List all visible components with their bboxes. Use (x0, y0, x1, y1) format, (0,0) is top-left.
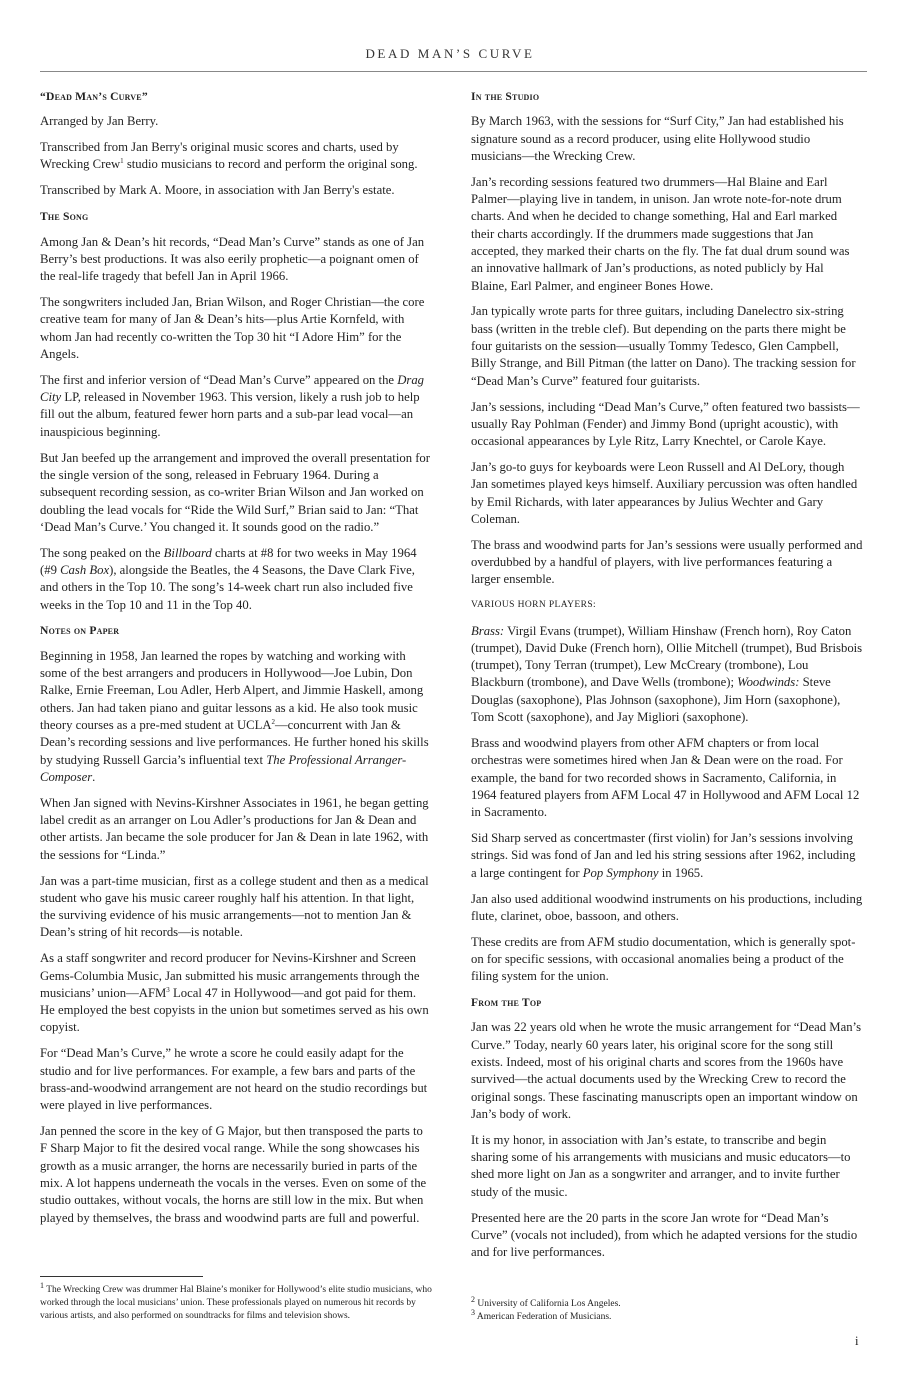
notes-p1-end: . (92, 769, 96, 784)
section-heading-in-the-studio: In the Studio (471, 90, 540, 103)
p3-text: The first and inferior version of “Dead Man’s Curve” appeared on the (40, 372, 398, 387)
p3-text-end: LP, released in November 1963. This version, likely a rush job to help fill out the album, featured fewer horn parts and a sub-par lead vocal—an inauspicious beginning. (40, 390, 420, 439)
notes-p1-text: Beginning in 1958, Jan learned the ropes by watching and working with some of the best arrangers and producers in Hollywood—Joe Lubin, Don Ralke, Ernie Freeman, Lou Adler, Herb Alpert, and Jimmie Haskell, among others. Jan had taken piano and guitar lessons as a kid. He also took music theory courses as a pre-med student at UCLA (40, 648, 424, 732)
footnote-3-number: 3 (471, 1308, 475, 1318)
top-p2: It is my honor, in association with Jan’s estate, to transcribe and begin sharing some of his arrangements with musicians and music educators—to shed more light on Jan as a songwriter and arranger, and to invite further study of the music. (471, 1132, 851, 1199)
brass-list: Virgil Evans (trumpet), William Hinshaw (French horn), Roy Caton (trumpet), David Duke (French horn), Ollie Mitchell (trumpet), Bud Brisbois (trumpet), Tony Terran (trumpet), Lew McCreary (trombone), Lou Blackburn (trombone), and Dave Wells (trombone); (471, 623, 863, 690)
studio-p9: Jan also used additional woodwind instruments on his productions, including flute, clarinet, oboe, bassoon, and others. (471, 891, 863, 923)
notes-p1 (40, 648, 432, 786)
the-song-p2: The songwriters included Jan, Brian Wilson, and Roger Christian—the core creative team for many of Jan & Dean’s hits—plus Artie Kornfeld, with whom Jan had recently co-written the Top 30 hit “I Adore Him” for the Angels. (40, 295, 425, 361)
woodwinds-label: Woodwinds: (737, 675, 800, 690)
top-p3: Presented here are the 20 parts in the score Jan wrote for “Dead Man’s Curve” (vocals not included), from which he adapted versions for the studio and for live performances. (471, 1210, 858, 1260)
footnote-3 (471, 1308, 863, 1324)
studio-p3: Jan typically wrote parts for three guitars, including Danelectro six-string bass (written in the treble clef). But depending on the parts there might be four guitarists on the session—usually Tommy Tedesco, Glen Campbell, Billy Strange, and Bill Pitman (the latter on Dano). The tracking session for “Dead Man’s Curve” featured four guitarists. (471, 304, 856, 388)
the-song-p3 (40, 372, 432, 441)
woodwinds-list: Steve Douglas (saxophone), Plas Johnson (saxophone), Jim Horn (saxophone), Tom Scott (saxophone), and Jay Migliori (saxophone). (471, 675, 841, 725)
notes-p4-end: Local 47 in Hollywood—and got paid for them. He employed the best copyists in the union but sometimes served as his own copyist. (40, 985, 429, 1035)
song-title: “Dead Man’s Curve” (40, 90, 148, 103)
the-song-p1: Among Jan & Dean’s hit records, “Dead Man’s Curve” stands as one of Jan Berry’s best productions. It was also eerily prophetic—a poignant omen of the real-life tragedy that befell Jan in April 1966. (40, 234, 425, 284)
transcribed-by: Transcribed by Mark A. Moore, in association with Jan Berry's estate. (40, 183, 395, 198)
footnote-2 (471, 1294, 863, 1311)
p5-text-middle: charts at #8 for two weeks in May 1964 (#9 (40, 545, 417, 577)
arranged-by: Arranged by Jan Berry. (40, 114, 159, 129)
studio-p7: Brass and woodwind players from other AFM chapters or from local orchestras were sometimes hired when Jan & Dean were on the road. For example, the band for two recorded shows in Sacramento, California, in 1964 featured players from AFM Local 47 in Hollywood and AFM Local 12 in Sacramento. (471, 735, 860, 820)
cash-box-title: Cash Box (60, 562, 110, 577)
notes-p3: Jan was a part-time musician, first as a college student and then as a medical student who gave his music career roughly half his attention. In that light, the surviving evidence of his music arrangements—not to mention Jan & Dean’s string of hit records—is notable. (40, 873, 429, 940)
studio-p2: Jan’s recording sessions featured two drummers—Hal Blaine and Earl Palmer—playing live in tandem, in unison. Jan wrote note-for-note drum charts. And when he decided to change something, Hal and Earl marked their charts accordingly. If the drummers made suggestions that Jan accepted, they marked their charts on the fly. The fat dual drum sound was an innovative hallmark of Jan’s productions, as noted publicly by Hal Blaine, Earl Palmer, and engineer Bones Howe. (471, 174, 850, 293)
footnote-1-number: 1 (40, 1280, 44, 1290)
running-head: DEAD MAN’S CURVE (365, 46, 535, 61)
the-song-p4: But Jan beefed up the arrangement and improved the overall presentation for the single version of the song, released in February 1964. During a subsequent recording session, as co-writer Brian Wilson and Jan worked on doubling the lead vocals for “Ride the Wild Surf,” Brian said to Jan: “That ‘Dead Man’s Curve.’ You changed it. It sounds good on the radio.” (40, 450, 430, 534)
top-p1: Jan was 22 years old when he wrote the music arrangement for “Dead Man’s Curve.” Today, nearly 60 years later, his original score for the song still exists. Indeed, most of his original charts and scores from the 1960s have survived—the actual documents used by the Wrecking Crew to record the original songs. These fascinating manuscripts open an important window on Jan’s body of work. (471, 1020, 862, 1121)
footnote-2-text: University of California Los Angeles. (475, 1299, 621, 1309)
footnote-1 (40, 1280, 432, 1324)
footnote-2-number: 2 (471, 1294, 475, 1304)
horn-players-heading: VARIOUS HORN PLAYERS: (471, 600, 597, 611)
brass-label: Brass: (471, 623, 505, 638)
footnotes-right (471, 1294, 863, 1324)
studio-p8 (471, 830, 863, 882)
p5-text-end: ), alongside the Beatles, the 4 Seasons, the Dave Clark Five, and others in the Top 10. The song’s 14-week chart run also included five weeks in the Top 10 and 11 in the Top 40. (40, 562, 415, 612)
studio-p8-end: in 1965. (658, 865, 704, 880)
footnote-ref-2: 2 (271, 717, 275, 726)
notes-p6: Jan penned the score in the key of G Major, but then transposed the parts to F Sharp Major to fit the desired vocal range. While the song showcases his growth as a music arranger, the horns are necessarily buried in parts of the mix. A lot happens underneath the vocals in the verses. Even on some of the studio outtakes, without vocals, the horns are still low in the mix. But when played by themselves, the brass and woodwind parts are full and powerful. (40, 1124, 427, 1225)
notes-p5: For “Dead Man’s Curve,” he wrote a score he could easily adapt for the studio and for live performances. For example, a few bars and parts of the brass-and-woodwind arrangement are not heard on the studio recordings but were played in live performances. (40, 1046, 428, 1113)
left-column (40, 86, 432, 1236)
the-song-p5 (40, 545, 432, 614)
studio-p4: Jan’s sessions, including “Dead Man’s Curve,” often featured two bassists—usually Ray Pohlman (Fender) and Jimmy Bond (upright acoustic), with occasional appearances by Lyle Ritz, Larry Knechtel, or Carole Kaye. (471, 399, 860, 449)
footnote-3-text: American Federation of Musicians. (475, 1312, 612, 1323)
studio-p5: Jan’s go-to guys for keyboards were Leon Russell and Al DeLory, though Jan sometimes played keys himself. Auxiliary percussion was often handled by Emil Richards, with later appearances by Julius Wechter and Gary Coleman. (471, 460, 858, 526)
horn-players-list (471, 623, 863, 727)
transcribed-from-text-end: studio musicians to record and perform the original song. (123, 157, 418, 172)
studio-p1: By March 1963, with the sessions for “Surf City,” Jan had established his signature sound as a record producer, using elite Hollywood studio musicians—the Wrecking Crew. (471, 114, 844, 163)
notes-p2: When Jan signed with Nevins-Kirshner Associates in 1961, he began getting label credit as an arranger on Lou Adler’s productions for Jan & Dean and other artists. Jan became the sole producer for Jan & Dean in late 1962, with the sessions for “Linda.” (40, 795, 429, 862)
notes-p4-text: As a staff songwriter and record producer for Nevins-Kirshner and Screen Gems-Columbia Music, Jan submitted his music arrangements through the musicians’ union—AFM (40, 951, 420, 1000)
p5-text: The song peaked on the (40, 545, 164, 560)
transcribed-from-text: Transcribed from Jan Berry's original music scores and charts, used by Wrecking Crew (40, 140, 399, 172)
footnote-rule (40, 1276, 203, 1277)
page-number: i (855, 1334, 859, 1348)
section-heading-notes-on-paper: Notes on Paper (40, 624, 120, 638)
studio-p8-text: Sid Sharp served as concertmaster (first violin) for Jan’s sessions involving strings. Sid was fond of Jan and led his string sessions after 1962, including a large contingent for (471, 831, 856, 880)
section-heading-from-the-top: From the Top (471, 996, 542, 1010)
book-title: The Professional Arranger-Composer (40, 752, 407, 784)
section-heading-the-song: The Song (40, 210, 89, 224)
notes-p4 (40, 950, 432, 1036)
footnote-ref-1: 1 (120, 157, 124, 166)
footnote-ref-3: 3 (166, 985, 170, 994)
pop-symphony-title: Pop Symphony (582, 865, 659, 880)
right-column (471, 86, 863, 1270)
notes-p1-middle: —concurrent with Jan & Dean’s recording sessions and live performances. He further honed his skills by studying Russell Garcia’s influential text (40, 717, 429, 767)
transcribed-from (40, 139, 432, 174)
studio-p10: These credits are from AFM studio documentation, which is generally spot-on for specific sessions, with occasional anomalies being a product of the filing system for the union. (471, 934, 856, 984)
footnote-1-text: The Wrecking Crew was drummer Hal Blaine’s moniker for Hollywood’s elite studio musicians, who worked through the local musicians’ union. These professionals played on numerous hit records by various artists, and also performed on soundtracks for films and television shows. (40, 1285, 432, 1322)
header-rule (40, 71, 867, 72)
billboard-title: Billboard (163, 545, 212, 560)
album-title-drag-city: Drag City (40, 372, 425, 405)
studio-p6: The brass and woodwind parts for Jan’s sessions were usually performed and overdubbed by a handful of players, with live performances featuring a larger ensemble. (471, 537, 863, 587)
